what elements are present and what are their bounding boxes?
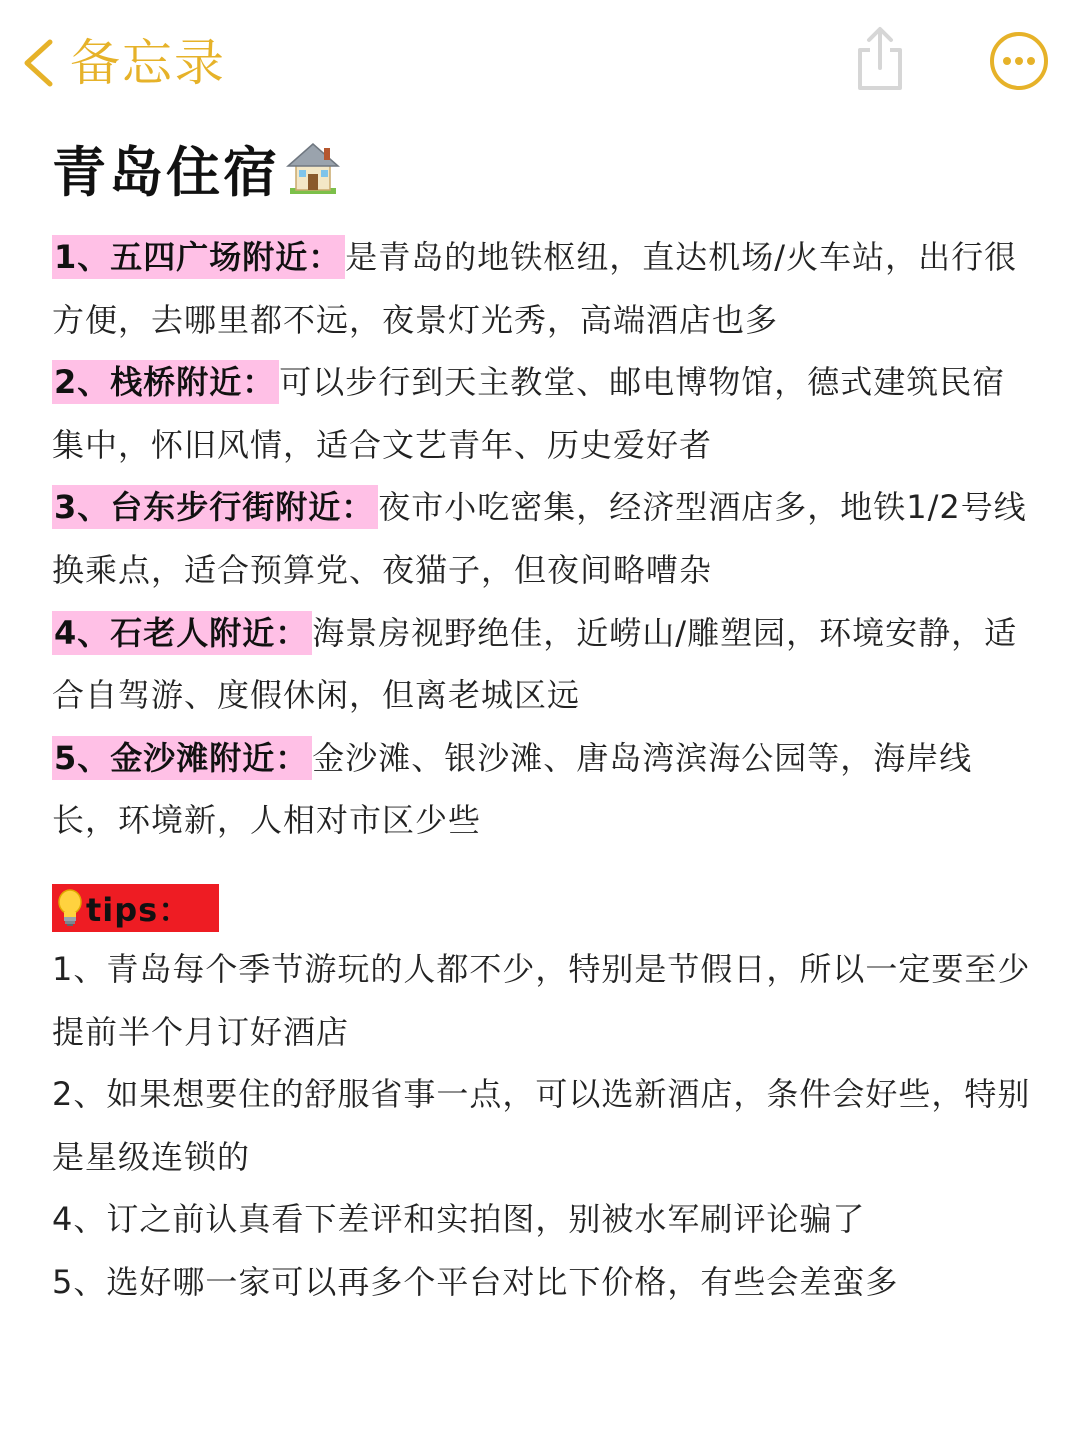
- lightbulb-icon: [56, 888, 84, 928]
- back-button[interactable]: [14, 28, 226, 98]
- area-text: 可以步行到天主教堂、邮电博物馆，德式建筑民宿集中，怀旧风情，适合文艺青年、历史爱好者: [52, 363, 1006, 464]
- more-options-button[interactable]: [988, 30, 1050, 92]
- area-text: 夜市小吃密集，经济型酒店多，地铁1/2号线换乘点，适合预算党、夜猫子，但夜间略嘈杂: [52, 488, 1027, 589]
- area-label: 2、栈桥附近：: [52, 360, 279, 404]
- area-item: [52, 226, 1032, 351]
- area-item: [52, 351, 1032, 476]
- area-label: 5、金沙滩附近：: [52, 736, 312, 780]
- chevron-left-icon: [14, 33, 62, 93]
- share-icon: [848, 24, 912, 94]
- area-item: [52, 602, 1032, 727]
- area-item: [52, 727, 1032, 852]
- nav-bar: [0, 0, 1080, 118]
- area-label: 1、五四广场附近：: [52, 235, 345, 279]
- note-body: [52, 226, 1032, 1314]
- house-icon: [286, 140, 340, 196]
- tip-item: 1、青岛每个季节游玩的人都不少，特别是节假日，所以一定要至少提前半个月订好酒店: [52, 949, 1031, 1051]
- more-icon: [988, 30, 1050, 92]
- area-label: 3、台东步行街附近：: [52, 485, 378, 529]
- area-text: 是青岛的地铁枢纽，直达机场/火车站，出行很方便，去哪里都不远，夜景灯光秀，高端酒店也多: [52, 238, 1018, 339]
- share-button[interactable]: [848, 24, 912, 94]
- area-text: 海景房视野绝佳，近崂山/雕塑园，环境安静，适合自驾游、度假休闲，但离老城区远: [52, 613, 1018, 715]
- tip-item: 5、选好哪一家可以再多个平台对比下价格，有些会差蛮多: [52, 1262, 899, 1301]
- page-title: 青岛住宿: [52, 140, 280, 204]
- back-label: 备忘录: [70, 34, 226, 92]
- tips-label: tips：: [86, 890, 192, 929]
- note-title: [52, 128, 340, 208]
- area-label: 4、石老人附近：: [52, 611, 312, 655]
- area-text: 金沙滩、银沙滩、唐岛湾滨海公园等，海岸线长，环境新，人相对市区少些: [52, 738, 973, 840]
- tip-item: 4、订之前认真看下差评和实拍图，别被水军刷评论骗了: [52, 1200, 866, 1239]
- tip-item: 2、如果想要住的舒服省事一点，可以选新酒店，条件会好些，特别是星级连锁的: [52, 1075, 1031, 1176]
- tips-badge: [52, 884, 219, 932]
- area-item: [52, 476, 1032, 601]
